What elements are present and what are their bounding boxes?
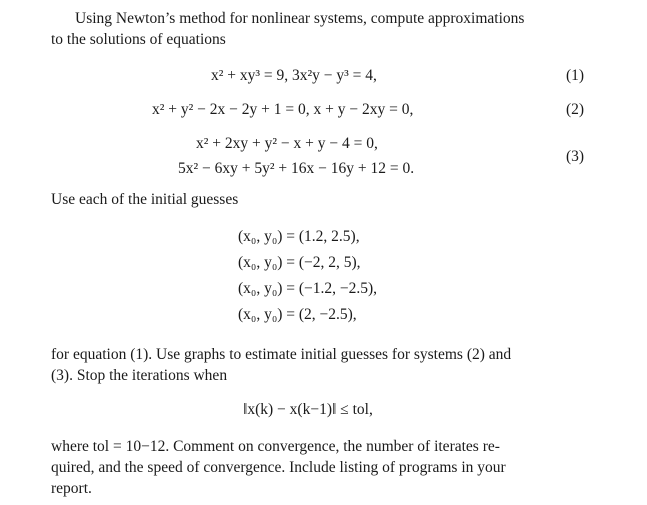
initial-guess-2: (x₀, y₀) = (−2, 2, 5),: [238, 254, 361, 271]
initial-guess-1: (x₀, y₀) = (1.2, 2.5),: [238, 228, 360, 245]
equation-1: x² + xy³ = 9, 3x²y − y³ = 4,: [211, 67, 377, 84]
guesses-intro: Use each of the initial guesses: [51, 191, 239, 208]
intro-line-2: to the solutions of equations: [51, 31, 226, 48]
equation-2: x² + y² − 2x − 2y + 1 = 0, x + y − 2xy = 0,: [152, 101, 414, 118]
intro-line-1: Using Newton’s method for nonlinear systems, compute approximations: [75, 10, 525, 27]
equation-2-number: (2): [566, 101, 585, 118]
equation-3-number: (3): [566, 148, 585, 165]
closing-line-2: quired, and the speed of convergence. Include listing of programs in your: [51, 459, 506, 476]
instructions-line-1: for equation (1). Use graphs to estimate initial guesses for systems (2) and: [51, 346, 512, 363]
initial-guess-3: (x₀, y₀) = (−1.2, −2.5),: [238, 280, 378, 297]
equation-3-line-1: x² + 2xy + y² − x + y − 4 = 0,: [196, 135, 378, 152]
closing-line-3: report.: [51, 480, 92, 497]
instructions-line-2: (3). Stop the iterations when: [51, 367, 228, 384]
equation-3-line-2: 5x² − 6xy + 5y² + 16x − 16y + 12 = 0.: [178, 160, 415, 177]
closing-line-1: where tol = 10−12. Comment on convergence, the number of iterates re-: [51, 438, 500, 455]
equation-1-number: (1): [566, 67, 585, 84]
initial-guess-4: (x₀, y₀) = (2, −2.5),: [238, 306, 357, 323]
stopping-criterion: ‖x(k) − x(k−1)‖ ≤ tol,: [243, 401, 373, 418]
